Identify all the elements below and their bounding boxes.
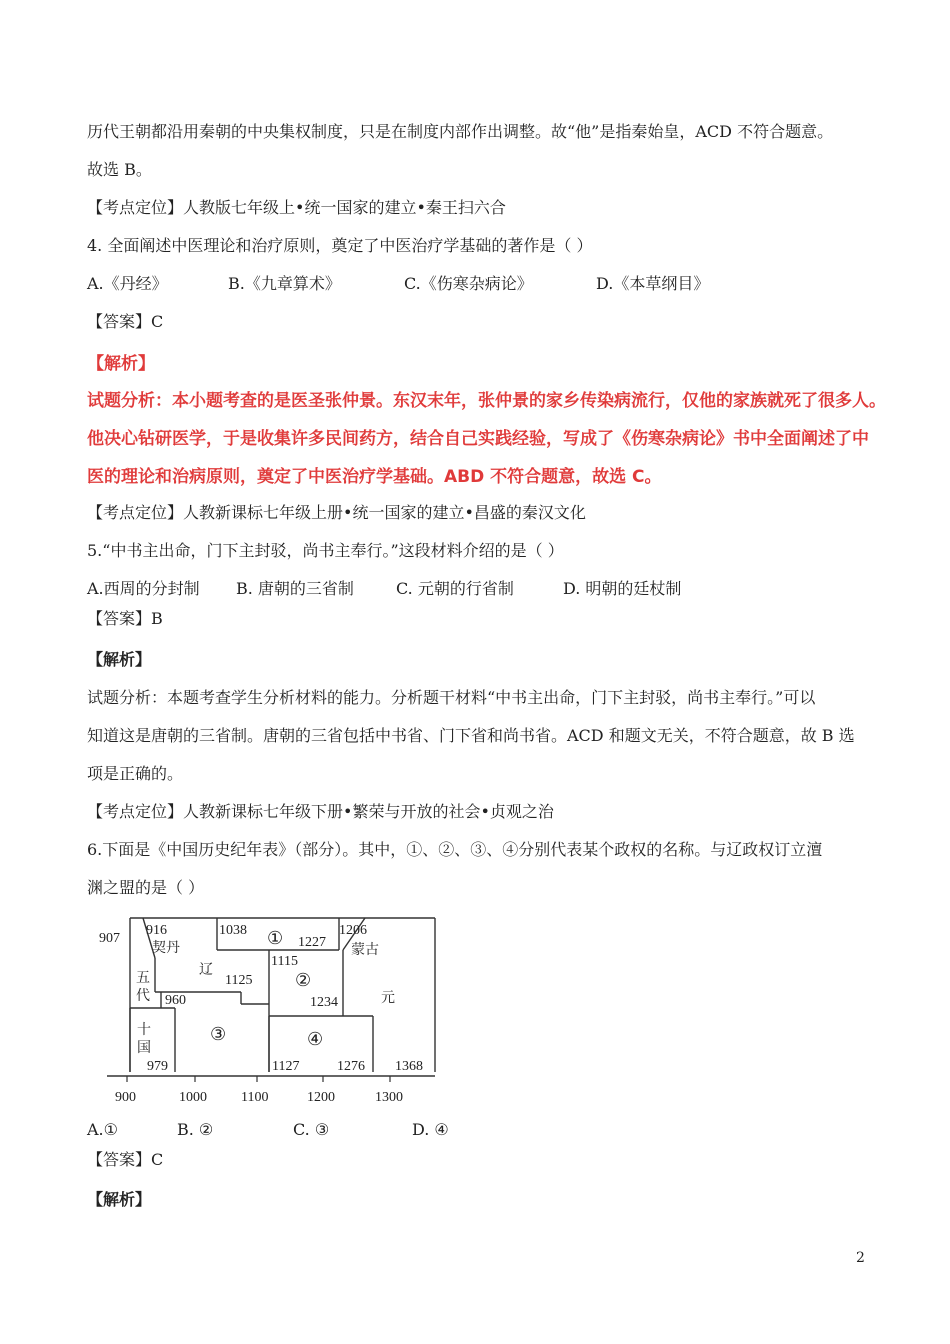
q6-option-d: D. ④ xyxy=(412,1120,449,1139)
q5-analysis-line: 试题分析：本题考查学生分析材料的能力。分析题干材料“中书主出命，门下主封驳，尚书主奉行。”可以 xyxy=(87,688,816,707)
regime-number: ① xyxy=(267,928,284,948)
text-line: 历代王朝都沿用秦朝的中央集权制度，只是在制度内部作出调整。故“他”是指秦始皇，ACD 不符合题意。 xyxy=(87,122,834,141)
q4-option-b: B.《九章算术》 xyxy=(228,274,341,293)
regime-label: 元 xyxy=(381,991,395,1006)
regime-label: 五 xyxy=(136,971,150,986)
regime-number: ③ xyxy=(210,1024,227,1044)
year-label: 1125 xyxy=(225,973,253,988)
regime-label: 辽 xyxy=(199,963,213,978)
q4-analysis-line: 试题分析：本小题考查的是医圣张仲景。东汉末年，张仲景的家乡传染病流行，仅他的家族就死了很多人。 xyxy=(87,391,886,411)
q6-option-c: C. ③ xyxy=(293,1120,330,1139)
question-5: 5.“中书主出命，门下主封驳，尚书主奉行。”这段材料介绍的是（ ） xyxy=(87,541,564,560)
year-label: 1206 xyxy=(339,923,367,938)
q5-analysis-line: 知道这是唐朝的三省制。唐朝的三省包括中书省、门下省和尚书省。ACD 和题文无关，不符合题意，故 B 选 xyxy=(87,726,855,745)
year-label: 1234 xyxy=(310,995,338,1010)
regime-label: 十 xyxy=(137,1023,151,1038)
text-line: 故选 B。 xyxy=(87,160,152,179)
page-number: 2 xyxy=(856,1250,865,1266)
regime-label: 国 xyxy=(137,1041,151,1056)
axis-tick-label: 900 xyxy=(115,1090,136,1105)
q6-option-a: A.① xyxy=(87,1120,118,1139)
q5-option-b: B. 唐朝的三省制 xyxy=(236,579,354,598)
knowledge-point: 【考点定位】人教版七年级上•统一国家的建立•秦王扫六合 xyxy=(87,198,506,217)
axis-tick-label: 1000 xyxy=(179,1090,207,1105)
q4-option-c: C.《伤寒杂病论》 xyxy=(404,274,533,293)
q4-option-d: D.《本草纲目》 xyxy=(596,274,710,293)
q5-option-a: A.西周的分封制 xyxy=(87,579,200,598)
question-4: 4. 全面阐述中医理论和治疗原则，奠定了中医治疗学基础的著作是（ ） xyxy=(87,236,593,255)
regime-label: 蒙古 xyxy=(351,943,379,958)
year-label: 916 xyxy=(146,923,167,938)
history-timeline-figure xyxy=(95,912,445,1112)
year-label: 1276 xyxy=(337,1059,365,1074)
q4-option-a: A.《丹经》 xyxy=(87,274,168,293)
regime-number: ② xyxy=(295,970,312,990)
question-6: 6.下面是《中国历史纪年表》（部分）。其中，①、②、③、④分别代表某个政权的名称。与辽政权订立澶 xyxy=(87,840,823,859)
knowledge-point: 【考点定位】人教新课标七年级上册•统一国家的建立•昌盛的秦汉文化 xyxy=(87,503,586,522)
year-label: 1368 xyxy=(395,1059,423,1074)
year-label: 960 xyxy=(165,993,186,1008)
year-label: 1227 xyxy=(298,935,326,950)
knowledge-point: 【考点定位】人教新课标七年级下册•繁荣与开放的社会•贞观之治 xyxy=(87,802,554,821)
q6-option-b: B. ② xyxy=(177,1120,214,1139)
axis-tick-label: 1300 xyxy=(375,1090,403,1105)
q5-option-c: C. 元朝的行省制 xyxy=(396,579,514,598)
q4-answer: 【答案】C xyxy=(87,312,164,331)
question-6: 渊之盟的是（ ） xyxy=(87,878,205,897)
q4-analysis-line: 他决心钻研医学，于是收集许多民间药方，结合自己实践经验，写成了《伤寒杂病论》书中全面阐述了中 xyxy=(87,429,869,449)
year-label: 907 xyxy=(99,931,120,946)
regime-label: 代 xyxy=(136,989,150,1004)
q5-answer: 【答案】B xyxy=(87,609,163,628)
q4-analysis-line: 医的理论和治病原则，奠定了中医治疗学基础。ABD 不符合题意，故选 C。 xyxy=(87,467,662,487)
q5-option-d: D. 明朝的廷杖制 xyxy=(563,579,682,598)
year-label: 1127 xyxy=(272,1059,300,1074)
q5-analysis-line: 项是正确的。 xyxy=(87,764,184,783)
year-label: 1038 xyxy=(219,923,247,938)
year-label: 1115 xyxy=(271,954,298,969)
q6-analysis-heading: 【解析】 xyxy=(87,1190,152,1209)
axis-tick-label: 1100 xyxy=(241,1090,269,1105)
q4-analysis-heading: 【解析】 xyxy=(87,354,155,374)
q5-analysis-heading: 【解析】 xyxy=(87,650,152,669)
regime-label: 契丹 xyxy=(152,941,180,956)
year-label: 979 xyxy=(147,1059,168,1074)
q6-answer: 【答案】C xyxy=(87,1150,164,1169)
regime-number: ④ xyxy=(307,1029,324,1049)
axis-tick-label: 1200 xyxy=(307,1090,335,1105)
